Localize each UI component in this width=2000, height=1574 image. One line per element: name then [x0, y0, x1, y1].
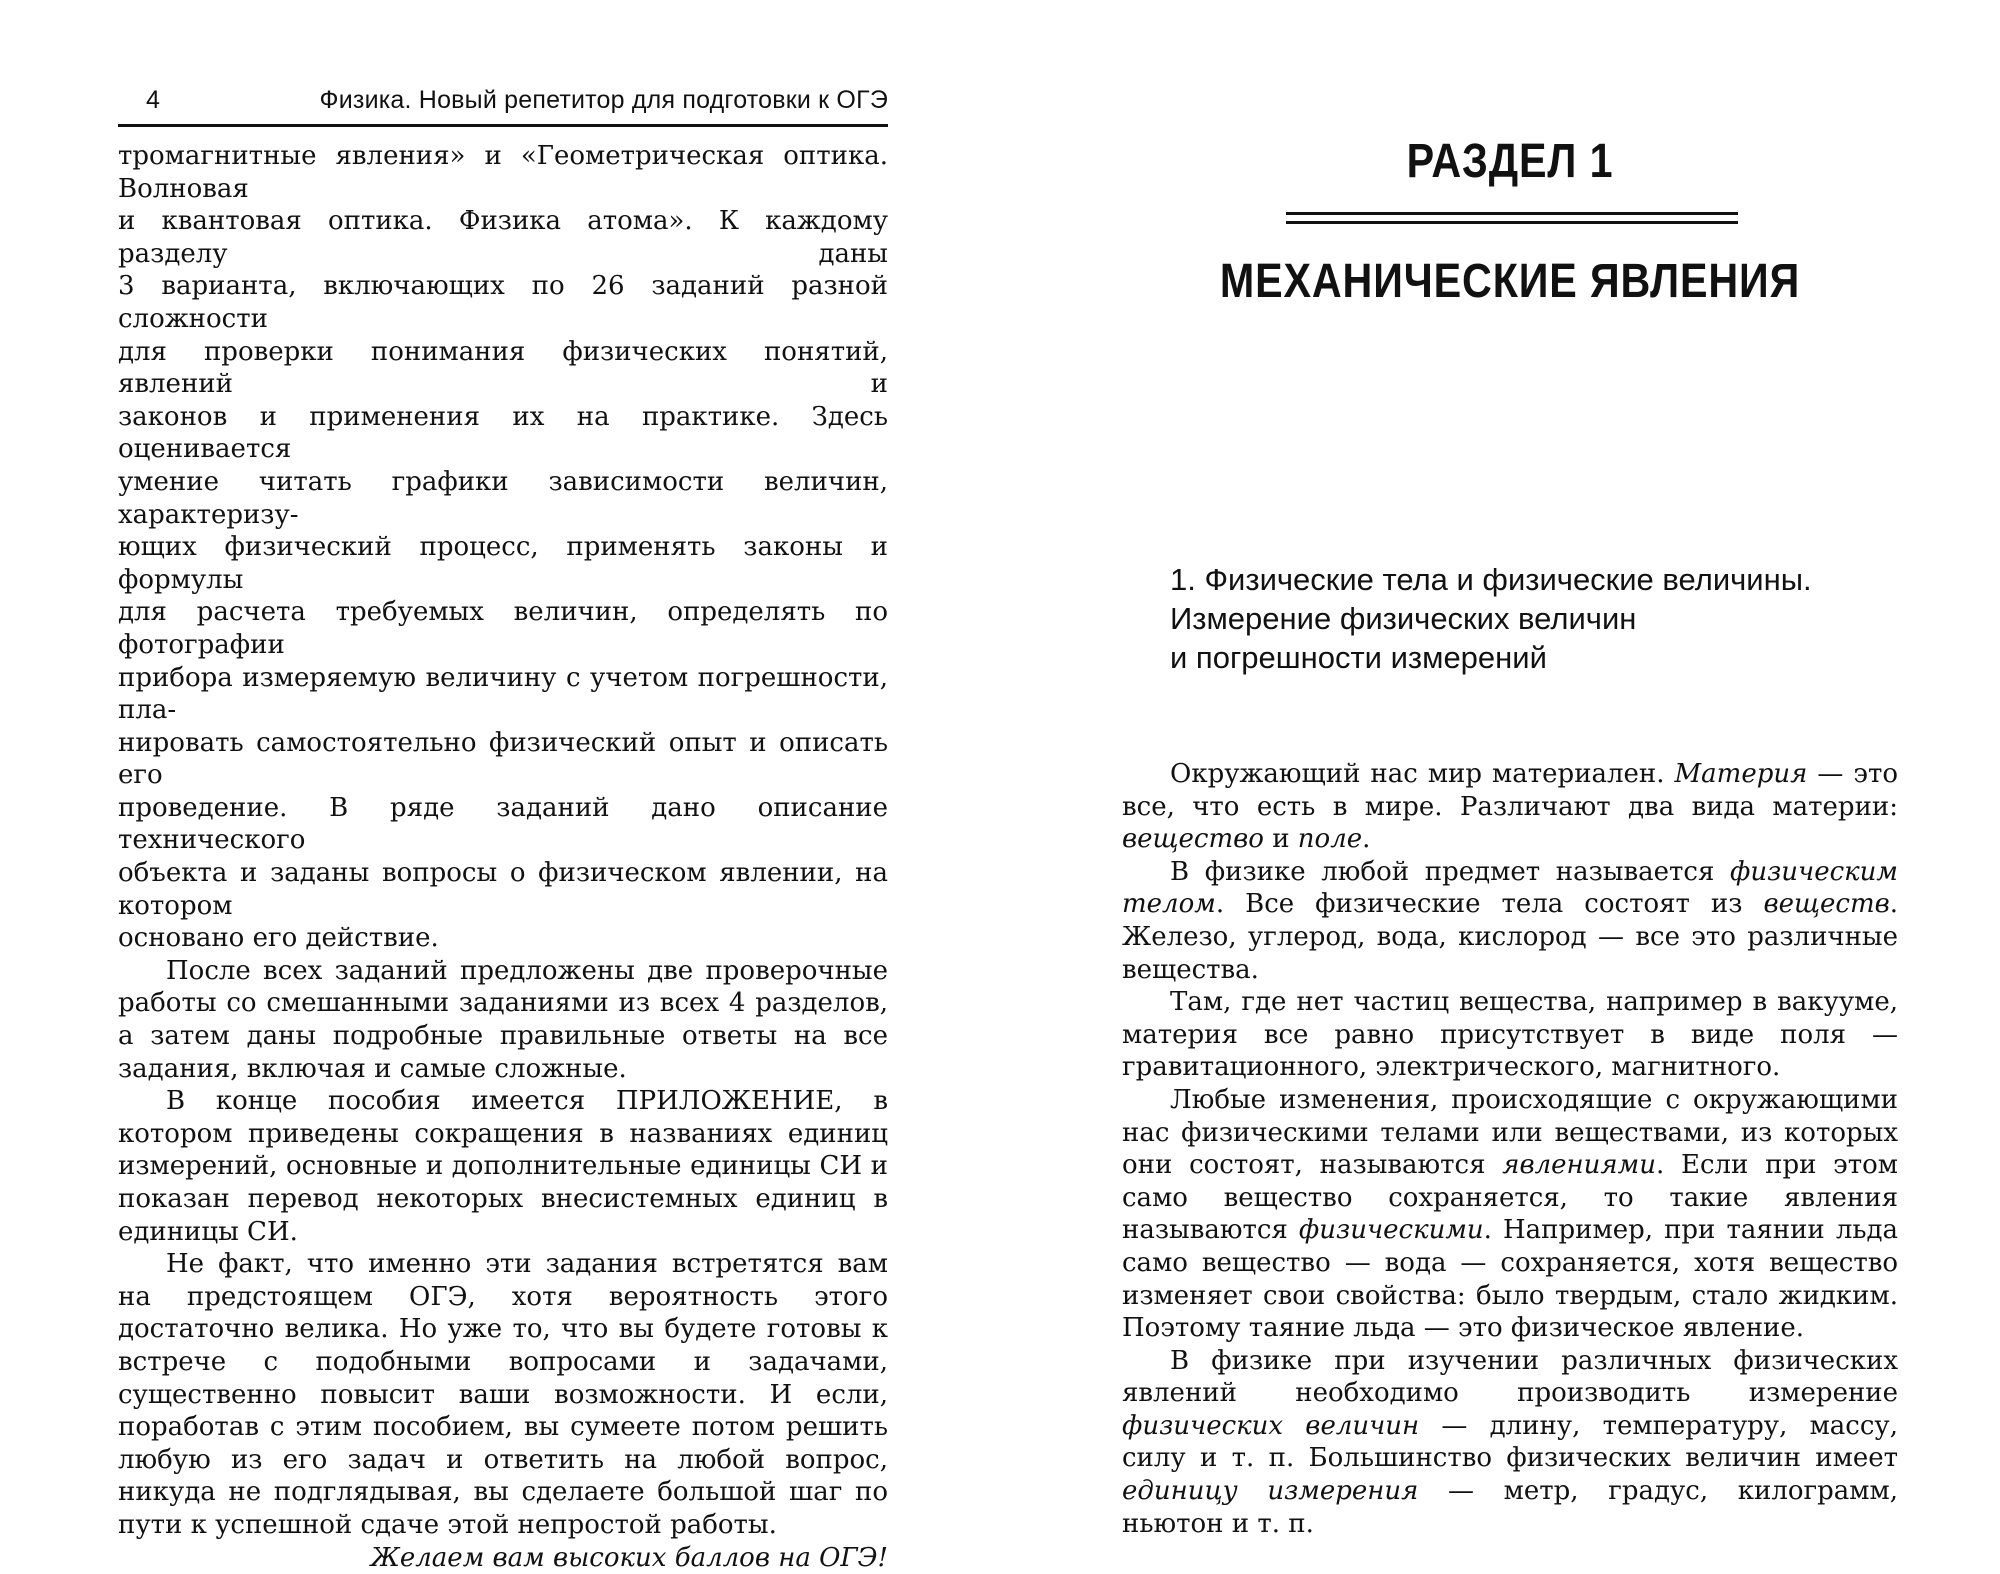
text-run: В физике любой предмет называется: [1170, 856, 1731, 887]
text-line: нировать самостоятельно физический опыт и описать его: [118, 727, 888, 791]
text-run: — длину, температуру, массу, силу и т. п. Большинство физических величин имеет: [1122, 1410, 1898, 1474]
term-physical-body: физическим телом: [1122, 856, 1898, 920]
text-line: основано его действие.: [118, 923, 439, 954]
term-phenomena: явлениями: [1502, 1150, 1656, 1181]
paragraph-tasks: После всех заданий предложены две проверочные работы со смешанными заданиями из всех 4 разделов, а затем даны подробные правильные ответы на все задания, включая и самые сложные.: [118, 955, 888, 1084]
text-line: объекта и заданы вопросы о физическом явлении, на котором: [118, 858, 888, 921]
term-unit: единицу измерения: [1122, 1476, 1419, 1507]
paragraph-phenomena: [1122, 1084, 1898, 1345]
section-label: РАЗДЕЛ 1: [1406, 135, 1614, 188]
right-body-text: [1122, 758, 1898, 1540]
text-line: умение читать графики зависимости величин, характеризу-: [118, 466, 888, 530]
text-run: . Если при этом само вещество сохраняется, то такие явления называются: [1122, 1150, 1898, 1246]
text-run: В физике при изучении различных физических явлений необходимо производить измерение: [1122, 1345, 1898, 1409]
paragraph-bodies: [1122, 856, 1898, 986]
text-line: законов и применения их на практике. Здесь оценивается: [118, 401, 888, 465]
paragraph-vacuum: Там, где нет частиц вещества, например в вакууме, материя все равно присутствует в виде поля — гравитационного, электрического, магнитного.: [1122, 987, 1898, 1083]
term-field: поле: [1297, 824, 1363, 855]
text-line: прибора измеряемую величину с учетом погрешности, пла-: [118, 662, 888, 726]
text-run: . Все физические тела состоят из: [1215, 889, 1764, 920]
subsection-heading: [1170, 560, 1898, 677]
paragraph-continued: [118, 140, 888, 955]
text-run: .: [1362, 824, 1371, 855]
term-physical-quantities: физических величин: [1122, 1410, 1420, 1441]
paragraph-quantities: [1122, 1345, 1898, 1541]
paragraph-matter: [1122, 758, 1898, 856]
text-line: проведение. В ряде заданий дано описание технического: [118, 792, 888, 856]
text-run: и: [1263, 824, 1298, 855]
right-page: [1122, 0, 1898, 1562]
term-physical: физическими: [1298, 1215, 1484, 1246]
double-rule-divider: [1286, 212, 1738, 224]
left-page: [118, 0, 888, 1573]
text-run: Любые изменения, происходящие с окружающими нас физическими телами или веществами, из которых они состоят, называются: [1122, 1084, 1898, 1181]
term-substances: веществ: [1763, 889, 1890, 920]
running-title: Физика. Новый репетитор для подготовки к ОГЭ: [319, 86, 888, 114]
term-matter: Материя: [1674, 759, 1808, 789]
subsection-heading-line: 1. Физические тела и физические величины.: [1170, 562, 1812, 597]
text-run: Окружающий нас мир материален.: [1170, 759, 1675, 789]
text-line: для расчета требуемых величин, определять по фотографии: [118, 597, 888, 660]
subsection-heading-line: Измерение физических величин: [1170, 601, 1637, 636]
text-run: — это все, что есть в мире. Различают два вида материи:: [1122, 759, 1898, 822]
text-run: . Железо, углерод, вода, кислород — все это различные вещества.: [1122, 889, 1898, 985]
signoff: Желаем вам высоких баллов на ОГЭ!: [370, 1542, 888, 1573]
page-number: 4: [146, 86, 160, 114]
left-body-text: [118, 140, 888, 1574]
text-line: для проверки понимания физических понятий, явлений и: [118, 336, 888, 400]
subsection-heading-line: и погрешности измерений: [1170, 640, 1547, 675]
text-run: . Например, при таянии льда само вещество — вода — сохраняется, хотя вещество изменяет свои свойства: было твердым, стало жидким. Поэтому таяние льда — это физическое явление.: [1122, 1215, 1899, 1344]
paragraph-exam: Не факт, что именно эти задания встретятся вам на предстоящем ОГЭ, хотя вероятность этого достаточно велика. Но уже то, что вы будете готовы к встрече с подобными вопросами и задачами, существенно повысит ваши возможности. И если, поработав с этим пособием, вы сумеете потом решить любую из его задач и ответить на любой вопрос, никуда не подглядывая, вы сделаете большой шаг по пути к успешной сдаче этой непростой работы.: [118, 1249, 888, 1540]
text-run: — метр, градус, килограмм, ньютон и т. п.: [1122, 1476, 1898, 1539]
term-substance: вещество: [1122, 824, 1264, 855]
text-line: ющих физический процесс, применять законы и формулы: [118, 532, 888, 595]
section-title: МЕХАНИЧЕСКИЕ ЯВЛЕНИЯ: [1219, 255, 1801, 308]
running-header: [118, 84, 888, 127]
text-line: и квантовая оптика. Физика атома». К каждому разделу даны: [118, 206, 888, 269]
text-line: тромагнитные явления» и «Геометрическая оптика. Волновая: [118, 141, 888, 204]
text-line: 3 варианта, включающих по 26 заданий разной сложности: [118, 271, 888, 334]
paragraph-appendix: В конце пособия имеется ПРИЛОЖЕНИЕ, в котором приведены сокращения в названиях единиц измерений, основные и дополнительные единицы СИ и показан перевод некоторых внесистемных единиц в единицы СИ.: [118, 1086, 888, 1247]
